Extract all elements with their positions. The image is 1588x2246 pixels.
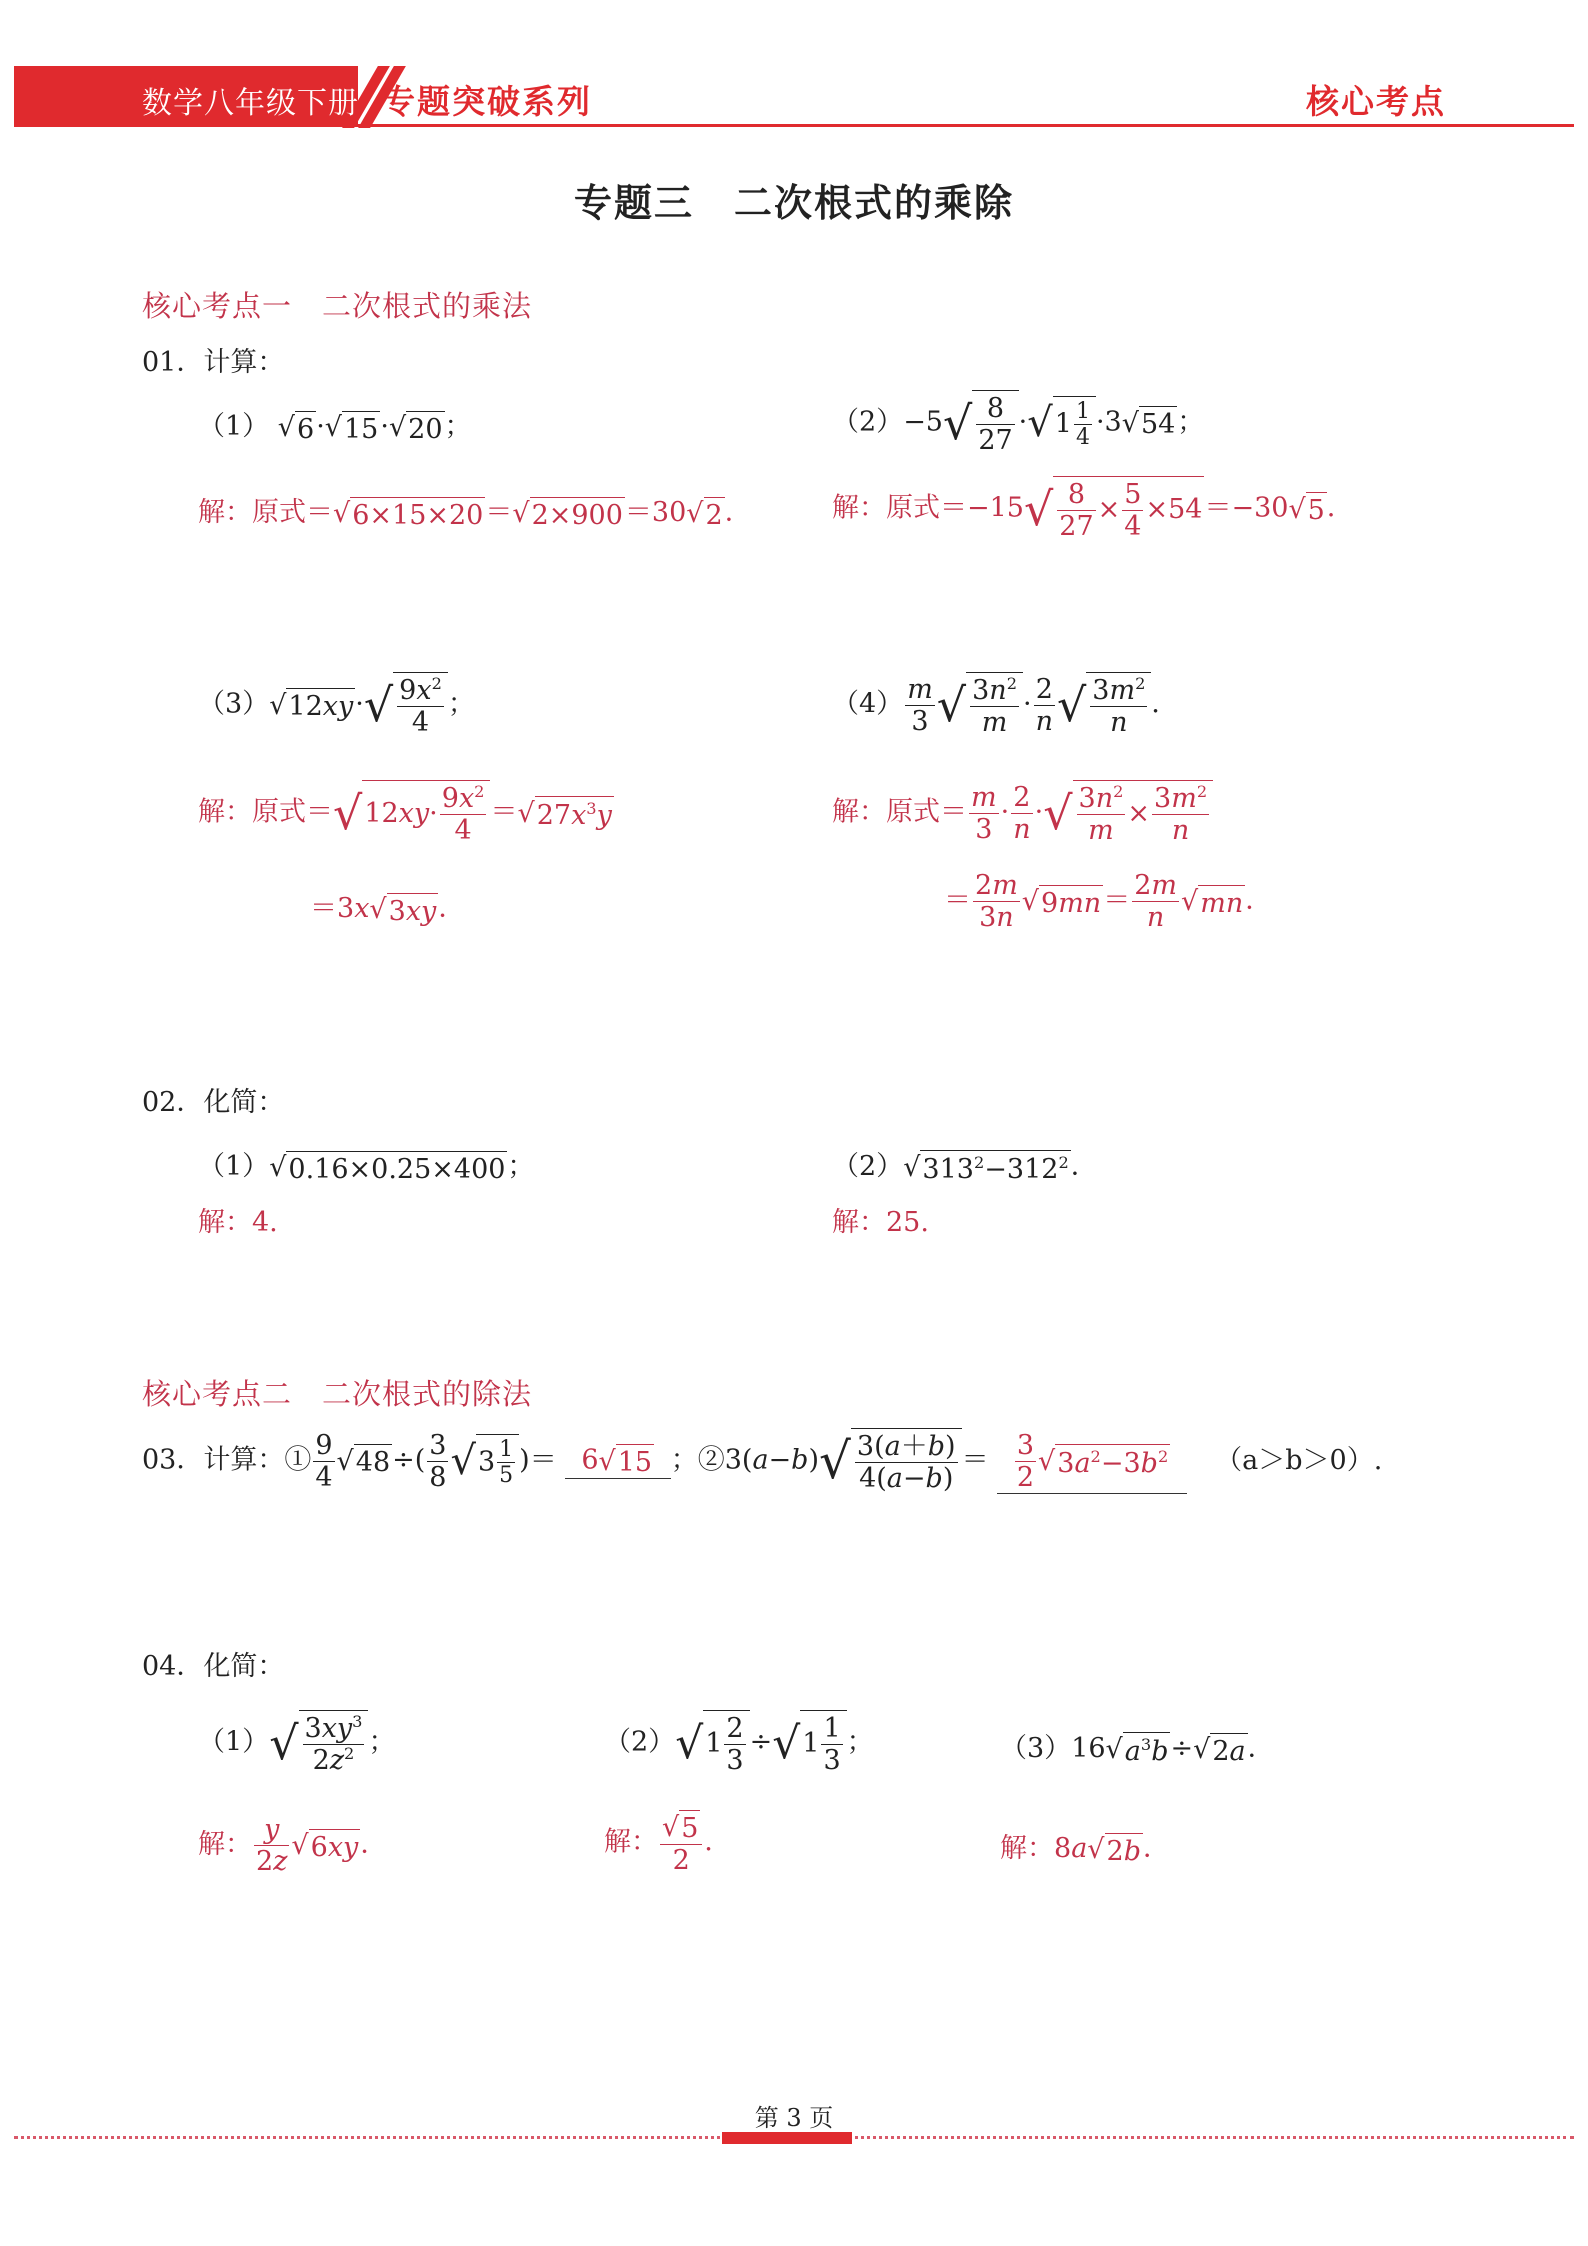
footer-accent <box>722 2132 852 2144</box>
problem-04-3: $(3)16√a^3b\div√2a$． <box>1000 1733 1275 1767</box>
header-rule <box>14 124 1574 127</box>
solution-04-2: 解： $\frac{√5}{2}$ ． <box>604 1811 732 1877</box>
section-heading: 核心考点二 二次根式的除法 <box>142 1377 533 1411</box>
solution-02-1: 解：4. <box>198 1207 278 1238</box>
problem-02-2: $(2)√313^2-312^2$． <box>832 1151 1098 1185</box>
solution-01-3-line2: ＝3x√3xy． <box>310 893 466 927</box>
solution-02-2: 解：25. <box>832 1207 929 1238</box>
page-number: 第 3 页 <box>754 2104 834 2132</box>
solution-04-3: 解：8a√2b． <box>1000 1833 1170 1867</box>
question-label: 02．化简： <box>142 1087 285 1118</box>
problem-04-2: （2）√1 $\frac{2}{3}$ ÷√1 $\frac{1}{3}$ ； <box>604 1710 874 1776</box>
solution-04-1: 解： $\frac{y}{2z}$ √6xy． <box>198 1814 388 1878</box>
header-core-label: 核心考点 <box>1306 82 1446 121</box>
solution-01-4-line2: ＝ $\frac{2m}{3n}$ √9mn＝ $\frac{2m}{n}$ √mn． <box>944 870 1273 934</box>
solution-01-2: 解：原式＝−15√ $\frac{8}{27}$ × $\frac{5}{4}$ ×54＝−30√5． <box>832 476 1354 542</box>
section-heading: 核心考点一 二次根式的乘法 <box>142 289 533 323</box>
problem-03: 03．计算：① $\frac{9}{4}$ √48÷( $\frac{3}{8}$ √3 $\frac{1}{5}$ )＝ 6√15 ；②3(a−b)√ $\frac{3(a+b)}{4(a-b)}$ ＝ $\frac{3}{2}$ $√3a^2-3b^2$ （a＞b＞0）. <box>142 1429 1383 1495</box>
problem-01-2: （2）−5√ $\frac{8}{27}$ ·√1 $\frac{1}{4}$ ·3√54； <box>832 390 1204 456</box>
page-title: 专题三 二次根式的乘除 <box>573 180 1014 225</box>
question-label: 04．化简： <box>142 1651 285 1682</box>
header-grade-label: 数学八年级下册 <box>142 86 359 121</box>
solution-01-4: 解：原式＝ $\frac{m}{3}$ · $\frac{2}{n}$ ·√ $\frac{3n^2}{m}$ × $\frac{3m^2}{n}$ <box>832 780 1213 846</box>
solution-01-1: 解：原式＝√6×15×20＝√2×900＝30√2． <box>198 497 752 531</box>
solution-01-3: 解：原式＝√12xy· $\frac{9x^2}{4}$ $=√27x^3y$ <box>198 782 612 847</box>
problem-04-1: （1）√ $\frac{3xy^3}{2z^2}$ ； <box>198 1712 396 1777</box>
problem-01-3: （3）√12xy·√ $\frac{9x^2}{4}$ ； <box>198 674 475 739</box>
problem-01-4: （4） $\frac{m}{3}$ √ $\frac{3n^2}{m}$ · $\frac{2}{n}$ √ $\frac{3m^2}{n}$ ． <box>832 673 1179 739</box>
problem-01-1: （1） √6·√15·√20； <box>198 411 472 445</box>
question-label: 01．计算： <box>142 347 285 378</box>
problem-02-1: （1）√0.16×0.25×400； <box>198 1151 535 1185</box>
header-series-label: 专题突破系列 <box>382 82 592 121</box>
